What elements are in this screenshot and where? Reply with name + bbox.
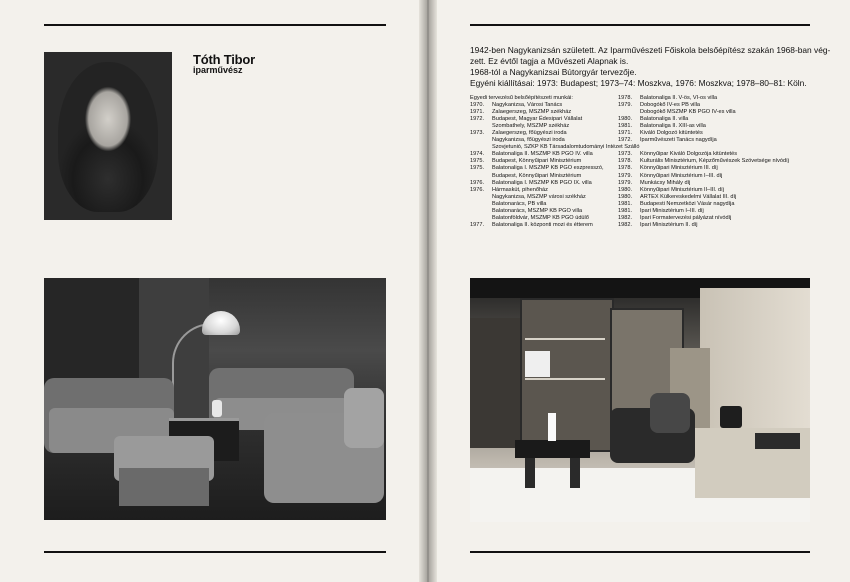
works-list-item bbox=[470, 215, 639, 222]
works-item-year: 1980. bbox=[618, 186, 632, 193]
top-rule-left bbox=[44, 24, 386, 26]
works-item-text: Kiváló Dolgozó kitüntetés bbox=[640, 130, 703, 137]
artist-role: iparművész bbox=[193, 65, 243, 75]
works-list-item bbox=[470, 173, 639, 180]
works-list-item bbox=[470, 194, 639, 201]
works-item-text: Balatonaliga II. központi mozi és étterem bbox=[492, 221, 593, 228]
works-item-text: ARTEX Külkereskedelmi Vállalat III. díj bbox=[640, 193, 737, 200]
works-list-item bbox=[470, 180, 639, 187]
works-list-item bbox=[470, 151, 639, 158]
works-item-text: Budapest, Könnyűipari Minisztérium bbox=[492, 158, 582, 165]
works-list-item bbox=[618, 215, 789, 222]
works-item-year: 1978. bbox=[618, 95, 632, 101]
works-item-text: Szovjetunió, SZKP KB Társadalomtudományi Intézet Szálló bbox=[492, 144, 640, 151]
top-rule-right bbox=[470, 24, 810, 26]
works-list-item bbox=[618, 187, 789, 194]
works-item-text: Zalaegerszeg, főügyészi iroda bbox=[492, 130, 567, 137]
works-list-item bbox=[618, 180, 789, 187]
works-item-text: Budapest, Magyar Édesipari Vállalat bbox=[492, 116, 583, 123]
works-item-text: Balatonföldvár, MSZMP KB PGO üdülő bbox=[492, 214, 589, 221]
works-item-text: Zalaegerszeg, MSZMP székház bbox=[492, 109, 572, 116]
works-list-item bbox=[470, 222, 639, 229]
works-item-text: Ipari Minisztérium I–III. díj bbox=[640, 207, 704, 214]
works-item-text: Szombathely, MSZMP székház bbox=[492, 123, 570, 130]
works-item-text: Balatonaliga II. MSZMP KB PGO IV. villa bbox=[492, 151, 593, 158]
works-list-item bbox=[470, 165, 639, 172]
works-list-item bbox=[618, 151, 789, 158]
works-list-item bbox=[618, 102, 789, 109]
works-item-text: Nagykanizsa, MSZMP városi székház bbox=[492, 193, 586, 200]
works-item-year: 1976. bbox=[470, 179, 484, 186]
works-list-item bbox=[470, 130, 639, 137]
works-item-year: 1980. bbox=[618, 193, 632, 200]
bottom-rule-right bbox=[470, 551, 810, 553]
bio-line: Egyéni kiállításai: 1973: Budapest; 1973–74: Moszkva, 1976: Moszkva; 1978–80–81: Köln. bbox=[470, 78, 807, 88]
works-list-item bbox=[470, 102, 639, 109]
works-item-text: Iparművészeti Tanács nagydíja bbox=[640, 137, 717, 144]
works-list-item bbox=[618, 194, 789, 201]
works-item-year: 1980. bbox=[618, 116, 632, 123]
works-list-item bbox=[618, 144, 789, 151]
works-item-text: Ipari Formatervezési pályázat nívódíj bbox=[640, 214, 732, 221]
works-item-year: 1971. bbox=[618, 130, 632, 137]
works-item-year: 1976. bbox=[470, 186, 484, 193]
works-item-year: 1972. bbox=[470, 116, 484, 123]
works-item-year: 1973. bbox=[618, 151, 632, 158]
works-item-text: Ipari Minisztérium II. díj bbox=[640, 221, 698, 228]
works-item-text: Könnyűipari Minisztérium I–III. díj bbox=[640, 172, 723, 179]
works-item-year: 1972. bbox=[618, 137, 632, 144]
works-item-year: 1979. bbox=[618, 179, 632, 186]
portrait-photo bbox=[44, 52, 172, 220]
works-item-text: Balatonarács, PB villa bbox=[492, 200, 547, 207]
works-item-year: 1978. bbox=[618, 158, 632, 165]
works-item-text: Balatonaliga II. V-ös, VI-os villa bbox=[640, 95, 718, 101]
works-item-text: Könnyűipar Kiváló Dolgozója kitüntetés bbox=[640, 151, 738, 158]
works-item-text: Balatonarács, MSZMP KB PGO villa bbox=[492, 207, 583, 214]
works-item-text: Dobogókő IV-es PB villa bbox=[640, 102, 701, 109]
works-item-text: Könnyűipari Minisztérium II–III. díj bbox=[640, 186, 724, 193]
works-item-text: Könnyűipari Minisztérium III. díj bbox=[640, 165, 718, 172]
book-gutter bbox=[419, 0, 437, 582]
works-item-year: 1977. bbox=[470, 221, 484, 228]
works-list-item bbox=[470, 95, 639, 102]
works-list-column-2 bbox=[618, 95, 789, 229]
works-list-item bbox=[470, 201, 639, 208]
works-item-text: Egyedi tervezésű belsőépítészeti munkái: bbox=[470, 95, 573, 101]
works-item-year: 1971. bbox=[470, 109, 484, 116]
works-list-item bbox=[618, 109, 789, 116]
bio-line: 1968-tól a Nagykanizsai Bútorgyár tervezője. bbox=[470, 67, 637, 77]
works-list-item bbox=[470, 116, 639, 123]
works-list-item bbox=[470, 137, 639, 144]
works-item-text: Kulturális Minisztérium, Képzőművészek Szövetsége nívódíj bbox=[640, 158, 789, 165]
works-item-text: Balatonaliga I. MSZMP KB PGO IX. villa bbox=[492, 179, 592, 186]
works-list-item bbox=[618, 137, 789, 144]
works-item-text: Budapest, Könnyűipari Minisztérium bbox=[492, 172, 582, 179]
works-item-text: Dobogókő MSZMP KB PGO IV-es villa bbox=[640, 109, 736, 116]
works-list-item bbox=[618, 116, 789, 123]
works-item-year: 1981. bbox=[618, 207, 632, 214]
artist-name: Tóth Tibor bbox=[193, 52, 256, 67]
works-item-year: 1970. bbox=[470, 102, 484, 109]
works-item-text: Munkácsy Mihály díj bbox=[640, 179, 691, 186]
bottom-rule-left bbox=[44, 551, 386, 553]
works-item-text: Budapesti Nemzetközi Vásár nagydíja bbox=[640, 200, 735, 207]
living-room-photo bbox=[44, 278, 386, 520]
works-item-text: Balatonaliga II. villa bbox=[640, 116, 689, 123]
works-list-item bbox=[618, 201, 789, 208]
wall-unit-photo bbox=[470, 278, 810, 522]
works-list-column-1 bbox=[470, 95, 639, 229]
works-item-year: 1981. bbox=[618, 200, 632, 207]
works-list-item bbox=[618, 123, 789, 130]
works-list-item bbox=[470, 123, 639, 130]
works-list-item bbox=[618, 222, 789, 229]
works-item-year: 1974. bbox=[470, 151, 484, 158]
works-list-item bbox=[618, 173, 789, 180]
works-list-item bbox=[618, 130, 789, 137]
works-item-year: 1975. bbox=[470, 158, 484, 165]
works-list-item bbox=[470, 158, 639, 165]
biography-text bbox=[470, 45, 831, 89]
works-list-item bbox=[618, 95, 789, 102]
works-item-year: 1979. bbox=[618, 172, 632, 179]
works-item-year: 1973. bbox=[470, 130, 484, 137]
works-item-text: Balatonaliga I. MSZMP KB PGO eszpresszó, bbox=[492, 165, 604, 172]
works-list-item bbox=[470, 187, 639, 194]
works-list-item bbox=[618, 208, 789, 215]
works-list-item bbox=[470, 144, 639, 151]
bio-line: zett. Ez évtől tagja a Művészeti Alapnak is. bbox=[470, 56, 629, 66]
works-item-year: 1975. bbox=[470, 165, 484, 172]
works-list-item bbox=[618, 165, 789, 172]
works-list-item bbox=[618, 158, 789, 165]
works-item-year: 1982. bbox=[618, 221, 632, 228]
works-item-year: 1979. bbox=[618, 102, 632, 109]
bio-line: 1942-ben Nagykanizsán született. Az Iparművészeti Főiskola belsőépítész szakán 1968-ban vég- bbox=[470, 45, 831, 55]
works-item-text: Nagykanizsa, főügyészi iroda bbox=[492, 137, 565, 144]
works-item-text: Hármaskút, pihenőház bbox=[492, 186, 548, 193]
works-item-text: Balatonaliga II. XIII-as villa bbox=[640, 123, 706, 130]
works-item-year: 1982. bbox=[618, 214, 632, 221]
works-item-year: 1981. bbox=[618, 123, 632, 130]
works-item-text: Nagykanizsa, Városi Tanács bbox=[492, 102, 563, 109]
works-list-item bbox=[470, 208, 639, 215]
works-item-year: 1978. bbox=[618, 165, 632, 172]
